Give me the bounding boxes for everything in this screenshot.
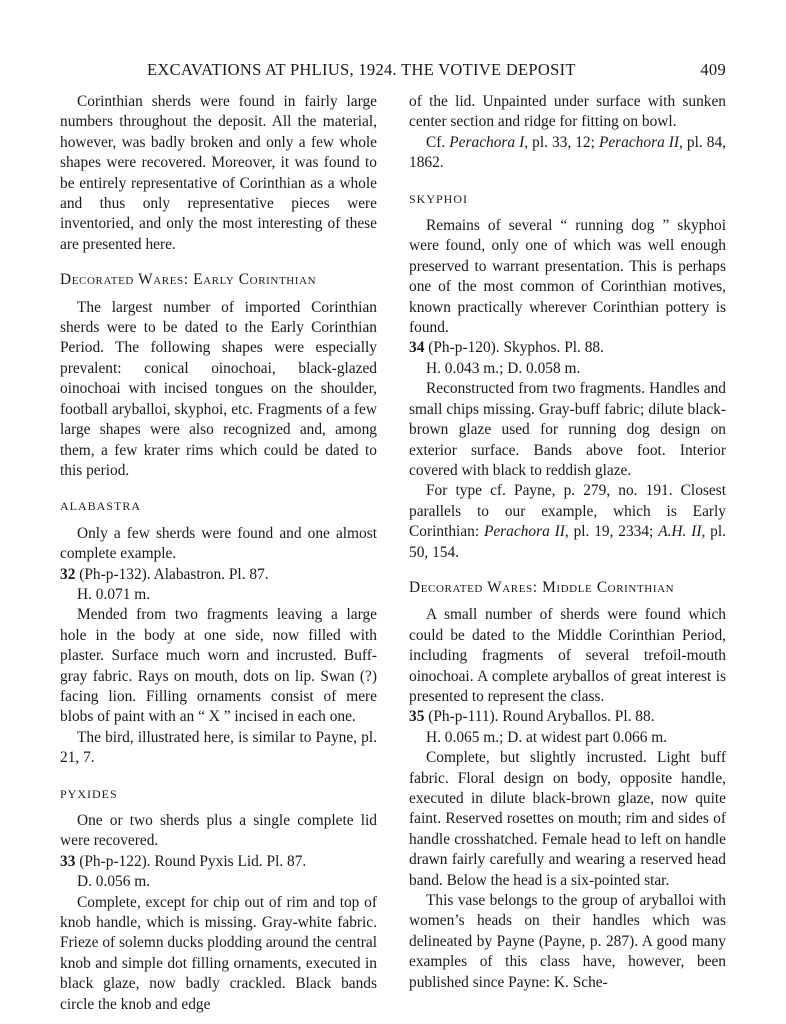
- entry-32-dimensions: H. 0.071 m.: [77, 585, 151, 603]
- entry-34-description: Reconstructed from two fragments. Handles and small chips missing. Gray-buff fabric; dilute black-brown glaze used for running dog design on exterior surface. Bands above foot. Interior covered with black to reddish glaze.: [409, 380, 726, 479]
- catalogue-entry-33-heading: [60, 852, 377, 872]
- early-corinthian-paragraph: The largest number of imported Corinthian sherds were to be dated to the Early Corinthian Period. The following shapes were especially prevalent: conical oinochoai, black-glazed oinochoai with incised tongues on the shoulder, football aryballoi, skyphoi, etc. Fragments of a few large shapes were also recognized and, among them, a few krater rims which could be dated to this period.: [60, 298, 377, 479]
- running-title: EXCAVATIONS AT PHLIUS, 1924. THE VOTIVE DEPOSIT: [147, 60, 576, 79]
- catalogue-entry-35-heading: [409, 707, 726, 727]
- entry-number: 33: [60, 852, 76, 870]
- entry-33-comparanda: [409, 133, 726, 174]
- entry-number: 32: [60, 565, 76, 583]
- entry-34-dimensions: H. 0.043 m.; D. 0.058 m.: [426, 359, 581, 377]
- subheading-pyxides: PYXIDES: [60, 786, 118, 801]
- subheading-skyphoi: SKYPHOI: [409, 191, 469, 206]
- subheading-alabastra: ALABASTRA: [60, 499, 142, 514]
- reference-title: Perachora II,: [483, 523, 569, 541]
- entry-title: (Ph-p-120). Skyphos. Pl. 88.: [428, 339, 604, 357]
- entry-number: 34: [409, 339, 425, 357]
- entry-35-note: This vase belongs to the group of aryballoi with women’s heads on their handles which was delineated by Payne (Payne, p. 287). A good many examples of this class have, however, been published since Payne: K. Sche-: [409, 892, 726, 991]
- entry-33-dimensions: D. 0.056 m.: [77, 873, 151, 891]
- catalogue-entry-34-heading: [409, 338, 726, 358]
- reference-title: A.H. II,: [658, 523, 706, 541]
- skyphoi-paragraph: Remains of several “ running dog ” skyphoi were found, only one of which was well enough preserved to warrant presentation. This is perhaps one of the most common of Corinthian motives, known practically wherever Corinthian pottery is found.: [409, 217, 726, 337]
- catalogue-entry-32-heading: [60, 565, 377, 585]
- reference-plate: pl. 84, 1862.: [409, 133, 726, 172]
- reference-plate: pl. 19, 2334;: [573, 523, 654, 541]
- entry-32-description: Mended from two fragments leaving a large hole in the body at one side, now filled with plaster. Surface much worn and incrusted. Buff-gray fabric. Rays on mouth, dots on lip. Swan (?) facing lion. Filling ornaments consist of mere blobs of paint with an “ X ” incised in each one.: [60, 606, 377, 726]
- reference-title: Perachora II,: [598, 133, 683, 151]
- running-header: [60, 60, 726, 82]
- entry-title: (Ph-p-111). Round Aryballos. Pl. 88.: [428, 708, 655, 726]
- reference-plate: pl. 33, 12;: [532, 133, 595, 151]
- entry-title: (Ph-p-132). Alabastron. Pl. 87.: [79, 565, 269, 583]
- entry-34-note: [409, 481, 726, 563]
- right-column: [409, 92, 726, 993]
- cf-label: Cf.: [426, 133, 446, 151]
- entry-number: 35: [409, 708, 425, 726]
- entry-title: (Ph-p-122). Round Pyxis Lid. Pl. 87.: [79, 852, 307, 870]
- left-column: [60, 92, 377, 1015]
- entry-32-note: The bird, illustrated here, is similar to Payne, pl. 21, 7.: [60, 728, 377, 767]
- reference-plate: pl. 50, 154.: [409, 523, 726, 561]
- middle-corinthian-paragraph: A small number of sherds were found which could be dated to the Middle Corinthian Period, including fragments of several trefoil-mouth oinochoai. A complete aryballos of great interest is presented to represent the class.: [409, 606, 726, 705]
- alabastra-paragraph: Only a few sherds were found and one almost complete example.: [60, 524, 377, 563]
- section-heading-middle-corinthian: Decorated Wares: Middle Corinthian: [409, 578, 675, 596]
- entry-33-description-continued: of the lid. Unpainted under surface with sunken center section and ridge for fitting on bowl.: [409, 93, 726, 131]
- entry-35-description: Complete, but slightly incrusted. Light buff fabric. Floral design on body, opposite handle, executed in dilute black-brown glaze, now quite faint. Reserved rosettes on mouth; rim and sides of handle crosshatched. Female head to left on handle drawn fairly carefully and wearing a reserved head band. Below the head is a six-pointed star.: [409, 749, 726, 889]
- entry-35-dimensions: H. 0.065 m.; D. at widest part 0.066 m.: [426, 728, 668, 746]
- entry-33-description: Complete, except for chip out of rim and top of knob handle, which is missing. Gray-white fabric. Frieze of solemn ducks plodding around the central knob and simple dot filling ornaments, executed in black glaze, now badly crackled. Black bands circle the knob and edge: [60, 893, 377, 1013]
- intro-paragraph: Corinthian sherds were found in fairly large numbers throughout the deposit. All the material, however, was badly broken and only a few whole shapes were recovered. Moreover, it was found to be entirely representative of Corinthian as a whole and thus only representative pieces were inventoried, and only the most interesting of these are presented here.: [60, 93, 377, 253]
- note-text: For type cf. Payne, p. 279, no. 191. Closest parallels to our example, which is Early Corinthian:: [409, 482, 726, 541]
- reference-title: Perachora I,: [449, 133, 529, 151]
- section-heading-early-corinthian: Decorated Wares: Early Corinthian: [60, 271, 317, 289]
- pyxides-paragraph: One or two sherds plus a single complete lid were recovered.: [60, 812, 377, 850]
- page-number: 409: [700, 60, 726, 79]
